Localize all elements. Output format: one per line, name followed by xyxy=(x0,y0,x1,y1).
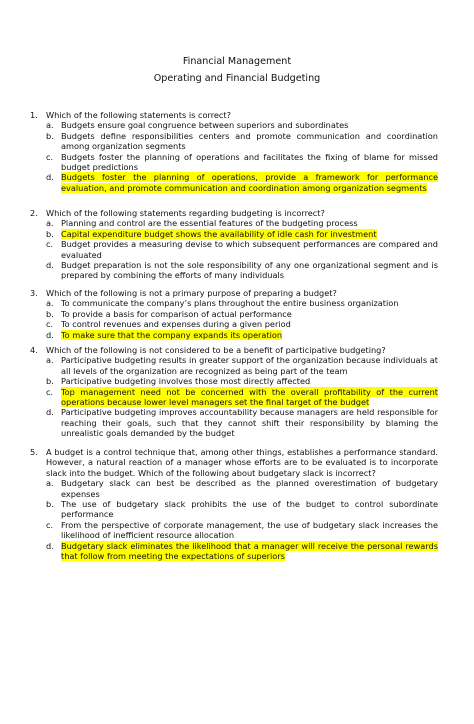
option-c xyxy=(30,152,438,173)
option-d xyxy=(30,407,438,438)
option-text: From the perspective of corporate management, the use of budgetary slack increases the likelihood of inefficient resource allocation xyxy=(61,519,438,541)
question-text: Which of the following statements is correct? xyxy=(46,110,231,120)
option-d xyxy=(30,260,438,281)
option-b xyxy=(30,131,438,152)
option-letter: c. xyxy=(46,239,54,250)
option-c xyxy=(30,520,438,541)
question-text: Which of the following is not a primary purpose of preparing a budget? xyxy=(46,288,337,298)
option-text: Participative budgeting involves those most directly affected xyxy=(61,376,311,387)
option-b xyxy=(30,499,438,520)
option-letter: b. xyxy=(46,376,54,387)
question-text: A budget is a control technique that, among other things, establishes a performance standard. However, a natural reaction of a manager whose efforts are to be evaluated is to incorporate slack into the budget. Which of the following about budgetary slack is incorrect? xyxy=(46,447,438,478)
question-number: 5. xyxy=(30,447,38,457)
highlighted-answer: To make sure that the company expands its operation xyxy=(61,329,283,340)
question-4 xyxy=(30,345,438,439)
option-letter: d. xyxy=(46,540,54,551)
option-c xyxy=(30,387,438,408)
highlighted-answer: Capital expenditure budget shows the availability of idle cash for investment xyxy=(61,228,377,239)
option-letter: b. xyxy=(46,130,54,141)
highlighted-answer: Budgets foster the planning of operations, provide a framework for performance evaluation, and promote communication and coordination among organization segments xyxy=(61,172,438,193)
option-a xyxy=(30,218,438,228)
option-b xyxy=(30,229,438,239)
option-text: Participative budgeting results in greater support of the organization because individuals at all levels of the organization are recognized as being part of the team xyxy=(61,355,438,376)
option-text: The use of budgetary slack prohibits the use of the budget to control subordinate performance xyxy=(61,499,438,520)
option-letter: c. xyxy=(46,519,54,530)
question-number: 3. xyxy=(30,288,38,298)
option-letter: c. xyxy=(46,319,54,330)
option-text: To control revenues and expenses during a given period xyxy=(61,319,291,330)
option-text: Participative budgeting improves accountability because managers are held responsible for reaching their goals, such that they cannot shift their responsibility by blaming the unrealistic goals demanded by the budget xyxy=(61,407,438,439)
option-letter: d. xyxy=(46,260,54,271)
option-text: Budgets define responsibilities centers and promote communication and coordination among organization segments xyxy=(61,130,438,152)
option-letter: c. xyxy=(46,151,54,162)
option-c xyxy=(30,239,438,260)
option-a xyxy=(30,120,438,130)
option-letter: a. xyxy=(46,218,54,229)
question-5 xyxy=(30,447,438,561)
question-number: 1. xyxy=(30,110,38,120)
option-text: Budgets ensure goal congruence between superiors and subordinates xyxy=(61,120,349,131)
question-1 xyxy=(30,110,438,193)
highlighted-answer: Top management need not be concerned with the overall profitability of the current operations because lower level managers set the final target of the budget xyxy=(61,386,438,408)
question-text: Which of the following is not considered to be a benefit of participative budgeting? xyxy=(46,345,386,355)
option-text: To communicate the company’s plans throughout the entire business organization xyxy=(61,298,399,309)
option-list xyxy=(30,298,438,340)
option-list xyxy=(30,355,438,438)
option-text: Budget provides a measuring devise to which subsequent performances are compared and evaluated xyxy=(61,239,438,260)
option-b xyxy=(30,376,438,386)
option-text: To provide a basis for comparison of actual performance xyxy=(61,308,292,319)
option-text: Budgets foster the planning of operations and facilitates the fixing of blame for missed budget predictions xyxy=(61,151,438,173)
question-2 xyxy=(30,208,438,281)
option-letter: a. xyxy=(46,478,54,489)
option-letter: d. xyxy=(46,172,54,183)
option-a xyxy=(30,298,438,308)
option-d xyxy=(30,541,438,562)
option-d xyxy=(30,172,438,193)
option-letter: a. xyxy=(46,298,54,309)
option-list xyxy=(30,218,438,280)
question-number: 4. xyxy=(30,345,38,355)
option-text: Planning and control are the essential features of the budgeting process xyxy=(61,218,358,229)
question-text: Which of the following statements regarding budgeting is incorrect? xyxy=(46,208,325,218)
option-letter: c. xyxy=(46,386,54,397)
option-text: Budgetary slack can best be described as the planned overestimation of budgetary expenses xyxy=(61,478,438,499)
option-list xyxy=(30,478,438,561)
option-letter: a. xyxy=(46,120,54,131)
option-a xyxy=(30,355,438,376)
highlighted-answer: Budgetary slack eliminates the likelihood that a manager will receive the personal rewards that follow from meeting the expectations of superiors xyxy=(61,540,438,562)
option-letter: b. xyxy=(46,228,54,239)
option-a xyxy=(30,478,438,499)
option-letter: d. xyxy=(46,407,54,418)
option-list xyxy=(30,120,438,193)
option-b xyxy=(30,309,438,319)
document-title: Financial Management xyxy=(182,56,292,67)
option-letter: a. xyxy=(46,355,54,366)
option-c xyxy=(30,319,438,329)
option-letter: b. xyxy=(46,308,54,319)
option-letter: d. xyxy=(46,329,54,340)
question-3 xyxy=(30,288,438,340)
option-d xyxy=(30,330,438,340)
option-text: Budget preparation is not the sole responsibility of any one organizational segment and is prepared by combining the efforts of many individuals xyxy=(61,260,438,281)
question-number: 2. xyxy=(30,208,38,218)
option-letter: b. xyxy=(46,499,54,510)
document-subtitle: Operating and Financial Budgeting xyxy=(153,73,321,84)
